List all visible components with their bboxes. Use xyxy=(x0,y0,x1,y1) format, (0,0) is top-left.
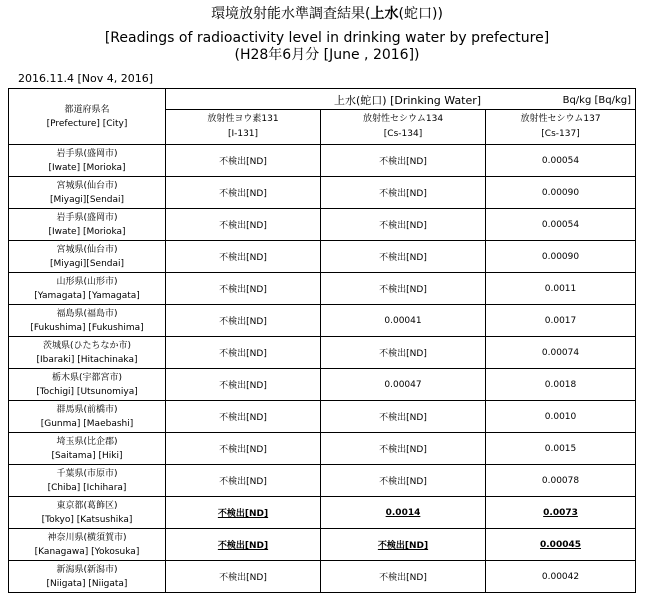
value-cs137: 0.00045 xyxy=(486,529,636,561)
prefecture-jp: 東京都(葛飾区) xyxy=(56,500,118,511)
prefecture-cell xyxy=(9,561,166,593)
value-cs137: 0.00074 xyxy=(486,337,636,369)
col-header-i131 xyxy=(166,110,321,145)
value-cs134: 不検出[ND] xyxy=(321,273,486,305)
value-i131: 不検出[ND] xyxy=(166,177,321,209)
prefecture-cell xyxy=(9,241,166,273)
value-i131: 不検出[ND] xyxy=(166,529,321,561)
prefecture-en: [Miyagi][Sendai] xyxy=(49,258,125,269)
prefecture-cell xyxy=(9,337,166,369)
value-cs134: 不検出[ND] xyxy=(321,433,486,465)
prefecture-cell xyxy=(9,465,166,497)
prefecture-en: [Tochigi] [Utsunomiya] xyxy=(36,386,138,397)
period-label: (H28年6月分 [June , 2016]) xyxy=(234,47,420,63)
value-cs134: 0.00041 xyxy=(321,305,486,337)
prefecture-en: [Iwate] [Morioka] xyxy=(48,162,126,173)
col-header-cs134-en: [Cs-134] xyxy=(383,129,423,139)
value-cs137: 0.00078 xyxy=(486,465,636,497)
value-cs137: 0.00054 xyxy=(486,145,636,177)
prefecture-cell xyxy=(9,529,166,561)
prefecture-cell xyxy=(9,433,166,465)
col-header-cs137-jp: 放射性セシウム137 xyxy=(520,114,601,124)
value-i131: 不検出[ND] xyxy=(166,401,321,433)
prefecture-en: [Miyagi][Sendai] xyxy=(49,194,125,205)
page-subtitle: [Readings of radioactivity level in drinking water by prefecture] xyxy=(104,30,550,46)
prefecture-cell xyxy=(9,497,166,529)
value-cs137: 0.0018 xyxy=(486,369,636,401)
table-row xyxy=(9,145,636,177)
value-cs134: 不検出[ND] xyxy=(321,177,486,209)
value-cs134: 不検出[ND] xyxy=(321,241,486,273)
prefecture-cell xyxy=(9,305,166,337)
prefecture-jp: 千葉県(市原市) xyxy=(56,468,118,479)
drinking-water-label: 上水(蛇口) [Drinking Water] xyxy=(334,94,482,107)
table-row xyxy=(9,337,636,369)
value-cs134: 不検出[ND] xyxy=(321,529,486,561)
value-cs137: 0.0010 xyxy=(486,401,636,433)
prefecture-en: [Iwate] [Morioka] xyxy=(48,226,126,237)
value-cs134: 不検出[ND] xyxy=(321,337,486,369)
prefecture-en: [Chiba] [Ichihara] xyxy=(47,482,127,493)
prefecture-en: [Niigata] [Niigata] xyxy=(46,578,128,589)
table-row xyxy=(9,529,636,561)
results-table xyxy=(8,88,636,593)
value-cs134: 不検出[ND] xyxy=(321,561,486,593)
prefecture-header xyxy=(9,89,166,145)
value-i131: 不検出[ND] xyxy=(166,273,321,305)
prefecture-en: [Tokyo] [Katsushika] xyxy=(41,514,133,525)
table-row xyxy=(9,241,636,273)
prefecture-jp: 福島県(福島市) xyxy=(56,308,118,319)
prefecture-cell xyxy=(9,209,166,241)
col-header-cs137-en: [Cs-137] xyxy=(541,129,580,139)
page-title xyxy=(0,6,654,22)
prefecture-jp: 群馬県(前橋市) xyxy=(56,404,118,415)
prefecture-jp: 宮城県(仙台市) xyxy=(56,244,118,255)
value-i131: 不検出[ND] xyxy=(166,465,321,497)
prefecture-jp: 新潟県(新潟市) xyxy=(56,564,118,575)
table-row xyxy=(9,465,636,497)
title-prefix: 環境放射能水準調査結果( xyxy=(211,6,371,22)
value-i131: 不検出[ND] xyxy=(166,209,321,241)
col-header-i131-jp: 放射性ヨウ素131 xyxy=(207,114,279,124)
value-cs134: 不検出[ND] xyxy=(321,209,486,241)
prefecture-cell xyxy=(9,369,166,401)
value-cs137: 0.0017 xyxy=(486,305,636,337)
col-header-cs134-jp: 放射性セシウム134 xyxy=(362,114,444,124)
value-i131: 不検出[ND] xyxy=(166,497,321,529)
value-i131: 不検出[ND] xyxy=(166,369,321,401)
prefecture-en: [Saitama] [Hiki] xyxy=(51,450,123,461)
table-row xyxy=(9,401,636,433)
value-cs137: 0.00090 xyxy=(486,177,636,209)
value-cs134: 0.00047 xyxy=(321,369,486,401)
value-cs137: 0.0073 xyxy=(486,497,636,529)
value-i131: 不検出[ND] xyxy=(166,145,321,177)
table-row xyxy=(9,497,636,529)
value-cs137: 0.00054 xyxy=(486,209,636,241)
title-bold: 上水 xyxy=(370,6,399,22)
table-row xyxy=(9,561,636,593)
prefecture-jp: 山形県(山形市) xyxy=(56,276,118,287)
title-suffix: (蛇口)) xyxy=(398,6,443,22)
prefecture-en: [Fukushima] [Fukushima] xyxy=(30,322,144,333)
prefecture-header-jp: 都道府県名 xyxy=(64,104,110,115)
table-row xyxy=(9,433,636,465)
value-cs137: 0.0011 xyxy=(486,273,636,305)
col-header-cs137 xyxy=(486,110,636,145)
value-cs134: 不検出[ND] xyxy=(321,145,486,177)
value-cs137: 0.0015 xyxy=(486,433,636,465)
prefecture-jp: 栃木県(宇都宮市) xyxy=(51,372,123,383)
prefecture-jp: 宮城県(仙台市) xyxy=(56,180,118,191)
prefecture-cell xyxy=(9,177,166,209)
value-cs137: 0.00090 xyxy=(486,241,636,273)
drinking-water-header xyxy=(166,89,636,110)
prefecture-en: [Yamagata] [Yamagata] xyxy=(34,290,140,301)
table-row xyxy=(9,177,636,209)
table-row xyxy=(9,209,636,241)
prefecture-cell xyxy=(9,145,166,177)
prefecture-jp: 岩手県(盛岡市) xyxy=(56,148,118,159)
prefecture-jp: 茨城県(ひたちなか市) xyxy=(42,340,132,351)
prefecture-jp: 岩手県(盛岡市) xyxy=(56,212,118,223)
value-cs134: 0.0014 xyxy=(321,497,486,529)
value-i131: 不検出[ND] xyxy=(166,337,321,369)
prefecture-header-en: [Prefecture] [City] xyxy=(46,118,128,129)
table-row xyxy=(9,305,636,337)
value-cs134: 不検出[ND] xyxy=(321,465,486,497)
table-row xyxy=(9,273,636,305)
value-cs137: 0.00042 xyxy=(486,561,636,593)
col-header-cs134 xyxy=(321,110,486,145)
prefecture-cell xyxy=(9,401,166,433)
value-i131: 不検出[ND] xyxy=(166,305,321,337)
header-row-1 xyxy=(9,89,636,110)
unit-label: Bq/kg [Bq/kg] xyxy=(562,95,632,106)
prefecture-en: [Kanagawa] [Yokosuka] xyxy=(34,546,140,557)
prefecture-cell xyxy=(9,273,166,305)
value-i131: 不検出[ND] xyxy=(166,561,321,593)
col-header-i131-en: [I-131] xyxy=(227,129,259,139)
table-row xyxy=(9,369,636,401)
report-date: 2016.11.4 [Nov 4, 2016] xyxy=(18,72,154,85)
prefecture-en: [Gunma] [Maebashi] xyxy=(40,418,134,429)
value-i131: 不検出[ND] xyxy=(166,241,321,273)
prefecture-jp: 埼玉県(比企郡) xyxy=(56,436,118,447)
value-i131: 不検出[ND] xyxy=(166,433,321,465)
prefecture-en: [Ibaraki] [Hitachinaka] xyxy=(36,354,138,365)
value-cs134: 不検出[ND] xyxy=(321,401,486,433)
prefecture-jp: 神奈川県(横須賀市) xyxy=(47,532,127,543)
